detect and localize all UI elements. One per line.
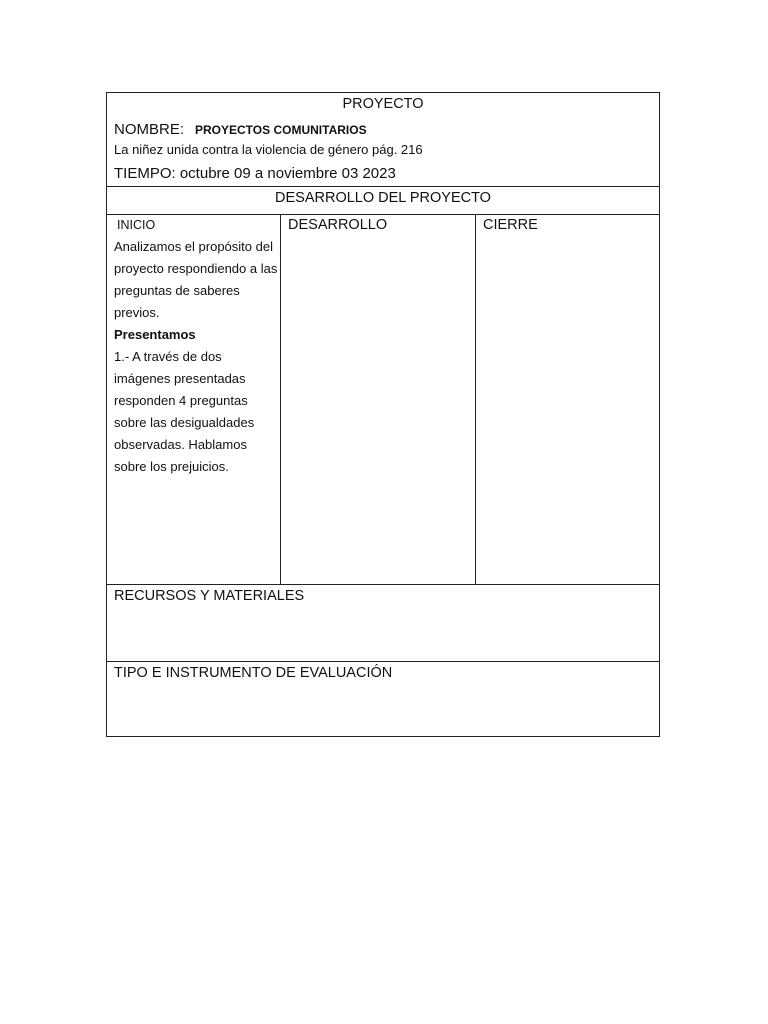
divider-column-1: [280, 214, 281, 584]
divider-section-title: [107, 214, 659, 215]
inicio-heading: Presentamos: [114, 327, 196, 342]
nombre-label: NOMBRE:: [114, 121, 185, 138]
document-title: PROYECTO: [342, 96, 424, 112]
divider-columns-bottom: [107, 584, 659, 585]
column-header-cierre: CIERRE: [483, 217, 538, 233]
inicio-content: [114, 236, 279, 478]
inicio-intro-text: Analizamos el propósito del proyecto respondiendo a las preguntas de saberes previos.: [114, 239, 278, 320]
column-header-inicio: INICIO: [117, 218, 156, 232]
divider-recursos-bottom: [107, 661, 659, 662]
nombre-value: PROYECTOS COMUNITARIOS: [195, 123, 367, 137]
divider-header: [107, 186, 659, 187]
project-subtitle: La niñez unida contra la violencia de género pág. 216: [114, 142, 423, 157]
divider-column-2: [475, 214, 476, 584]
recursos-label: RECURSOS Y MATERIALES: [114, 588, 305, 604]
project-form-table: [106, 92, 660, 737]
column-header-desarrollo: DESARROLLO: [288, 217, 388, 233]
tiempo-line: TIEMPO: octubre 09 a noviembre 03 2023: [114, 165, 396, 182]
section-title: DESARROLLO DEL PROYECTO: [275, 190, 491, 206]
inicio-body-text: 1.- A través de dos imágenes presentadas responden 4 preguntas sobre las desigualdades observadas. Hablamos sobre los prejuicios.: [114, 349, 255, 474]
evaluacion-label: TIPO E INSTRUMENTO DE EVALUACIÓN: [114, 665, 393, 681]
